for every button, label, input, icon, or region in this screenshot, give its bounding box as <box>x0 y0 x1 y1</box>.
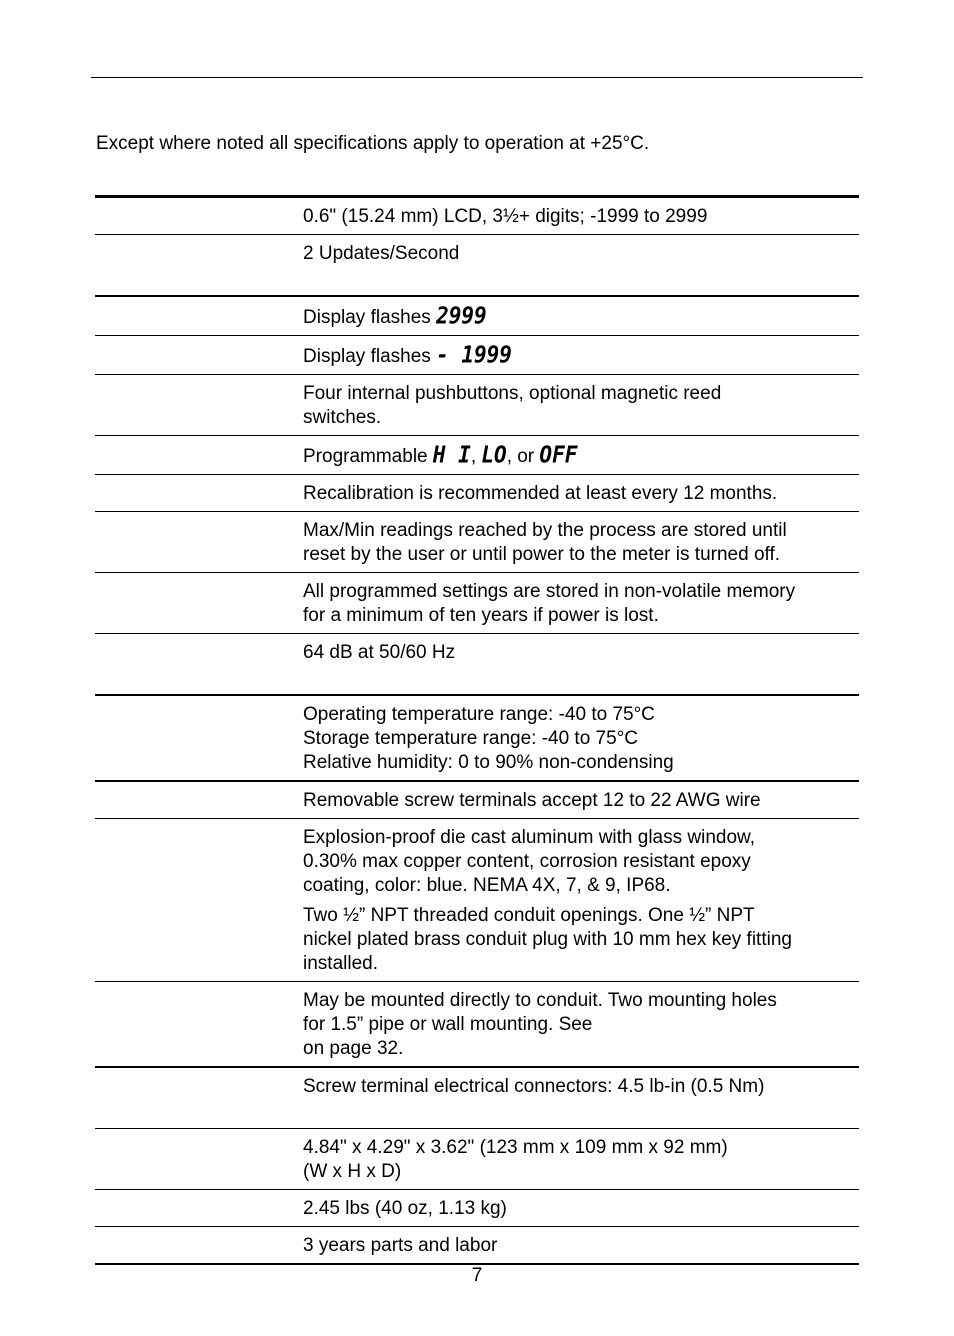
spec-row-enclosure <box>95 819 859 982</box>
intro-text: Except where noted all specifications apply to operation at +25°C. <box>96 133 650 154</box>
spec-row-relay <box>95 436 859 475</box>
spec-value: Operating temperature range: -40 to 75°C Storage temperature range: -40 to 75°C Relative humidity: 0 to 90% non-condensing <box>303 704 674 773</box>
spec-row-warranty <box>95 1227 859 1265</box>
spec-row-environmental <box>95 696 859 782</box>
spec-table <box>95 195 859 1265</box>
spec-value: 3 years parts and labor <box>303 1235 498 1256</box>
spec-value: 2.45 lbs (40 oz, 1.13 kg) <box>303 1198 507 1219</box>
lcd-overrange-code: 2999 <box>436 302 487 330</box>
lcd-off-code: OFF <box>539 441 578 469</box>
header-rule <box>91 77 863 78</box>
spec-row-non-volatile <box>95 573 859 634</box>
spec-value: Programmable H I, LO, or OFF <box>303 441 578 469</box>
spec-value: 2 Updates/Second <box>303 243 460 264</box>
spec-value: May be mounted directly to conduit. Two mounting holes for 1.5” pipe or wall mounting. See on page 32. <box>303 990 777 1059</box>
spec-row-max-min <box>95 512 859 573</box>
spec-row-tightening-torque <box>95 1068 859 1129</box>
spec-row-dimensions <box>95 1129 859 1190</box>
spec-value: Recalibration is recommended at least every 12 months. <box>303 483 778 504</box>
spec-value: Removable screw terminals accept 12 to 22 AWG wire <box>303 790 761 811</box>
spec-row-overrange <box>95 297 859 336</box>
spec-row-mounting <box>95 982 859 1068</box>
spec-row-recalibration <box>95 475 859 512</box>
spec-row-underrange <box>95 336 859 375</box>
spec-value: 0.6" (15.24 mm) LCD, 3½+ digits; -1999 to 2999 <box>303 206 708 227</box>
spec-row-connections <box>95 782 859 819</box>
spec-row-display <box>95 198 859 235</box>
spec-row-update-rate <box>95 235 859 297</box>
page-number: 7 <box>471 1265 483 1286</box>
spec-row-programming <box>95 375 859 436</box>
spec-row-weight <box>95 1190 859 1227</box>
spec-value: 4.84" x 4.29" x 3.62" (123 mm x 109 mm x 92 mm) (W x H x D) <box>303 1137 728 1182</box>
spec-value: Four internal pushbuttons, optional magnetic reed switches. <box>303 383 722 428</box>
spec-value: Display flashes - 1999 <box>303 341 512 369</box>
spec-value: Screw terminal electrical connectors: 4.5 lb-in (0.5 Nm) <box>303 1076 765 1097</box>
lcd-lo-code: LO <box>481 441 507 469</box>
spec-value: All programmed settings are stored in non-volatile memory for a minimum of ten years if power is lost. <box>303 581 796 626</box>
spec-value: Explosion-proof die cast aluminum with glass window, 0.30% max copper content, corrosion resistant epoxy coating, color: blue. NEMA 4X, 7, & 9, IP68. Two ½” NPT threaded conduit openings. One ½” NPT nickel plated brass conduit plug with 10 mm hex key fitting installed. <box>303 827 792 974</box>
spec-value: Display flashes 2999 <box>303 302 487 330</box>
lcd-underrange-code: - 1999 <box>436 341 512 369</box>
spec-row-noise-rejection <box>95 634 859 696</box>
spec-value: 64 dB at 50/60 Hz <box>303 642 456 663</box>
lcd-hi-code: H I <box>432 441 471 469</box>
spec-value: Max/Min readings reached by the process are stored until reset by the user or until power to the meter is turned off. <box>303 520 787 565</box>
